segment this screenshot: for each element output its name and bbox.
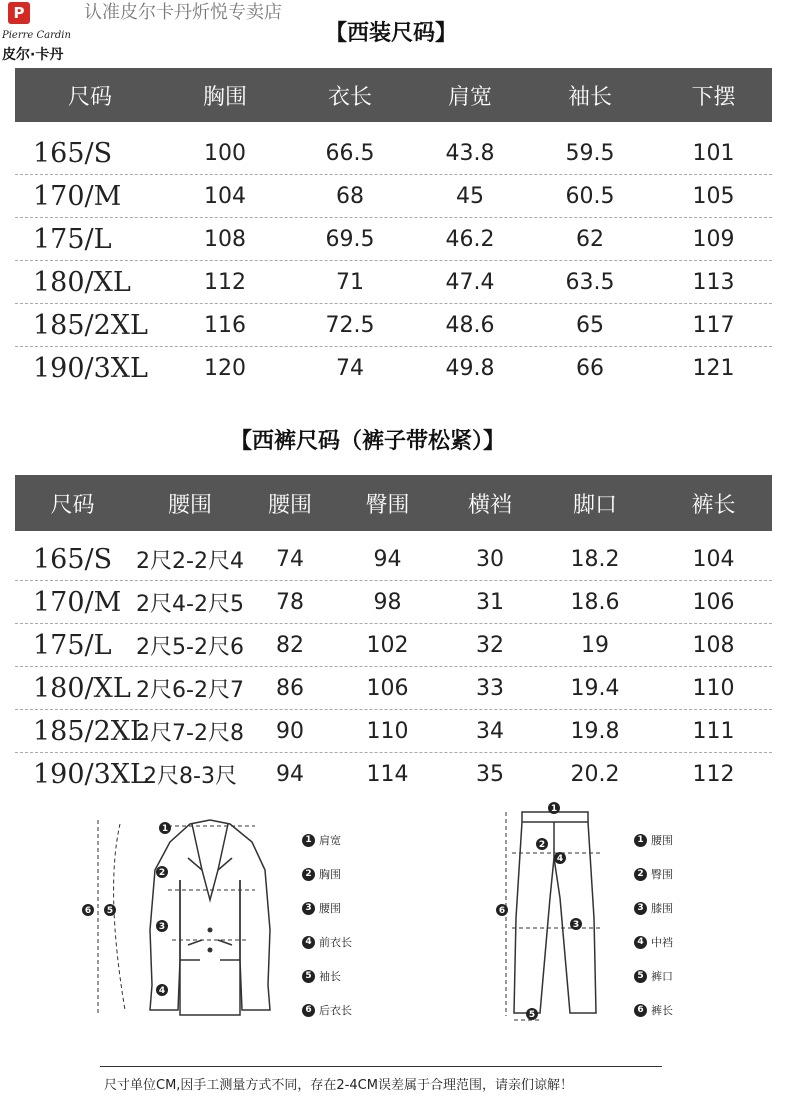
table-cell: 19.4 xyxy=(570,676,620,701)
table-cell: 110 xyxy=(692,676,735,701)
table-cell: 69.5 xyxy=(325,227,375,252)
size-cell: 170/M xyxy=(33,587,122,618)
table-cell: 33 xyxy=(476,676,504,701)
table-cell: 19 xyxy=(581,633,609,658)
table-cell: 20.2 xyxy=(570,762,620,787)
table-cell: 2尺6-2尺7 xyxy=(136,678,244,703)
table-cell: 47.4 xyxy=(445,270,495,295)
table-cell: 31 xyxy=(476,590,504,615)
legend-item xyxy=(302,1002,352,1018)
jacket-measure-diagram xyxy=(80,810,300,1030)
svg-text:3: 3 xyxy=(572,920,580,930)
table-cell: 94 xyxy=(373,547,402,572)
legend-label: 腰围 xyxy=(319,902,341,915)
size-cell: 175/L xyxy=(33,224,112,255)
suit-header-cell: 衣长 xyxy=(327,84,372,110)
legend-item xyxy=(634,1002,673,1018)
table-cell: 71 xyxy=(336,270,364,295)
svg-text:2: 2 xyxy=(158,868,166,878)
suit-header-cell: 袖长 xyxy=(567,84,612,110)
table-cell: 66 xyxy=(576,356,604,381)
logo-script-text: Pierre Cardin xyxy=(2,30,71,41)
table-cell: 117 xyxy=(692,313,735,338)
legend-item xyxy=(302,900,341,916)
table-cell: 63.5 xyxy=(565,270,615,295)
pants-header-cell: 腰围 xyxy=(267,492,312,518)
table-cell: 2尺4-2尺5 xyxy=(136,592,244,617)
legend-number: 5 xyxy=(634,970,647,983)
table-cell: 106 xyxy=(366,676,409,701)
table-cell: 101 xyxy=(692,141,735,166)
pants-header-cell: 横裆 xyxy=(467,492,512,518)
brand-logo xyxy=(0,0,78,64)
table-cell: 2尺8-3尺 xyxy=(143,764,237,789)
legend-number: 2 xyxy=(302,868,315,881)
table-cell: 46.2 xyxy=(445,227,495,252)
table-row xyxy=(15,667,772,710)
legend-item xyxy=(302,934,352,950)
suit-header-cell: 胸围 xyxy=(202,84,247,110)
pants-header-cell: 尺码 xyxy=(50,492,95,518)
table-cell: 106 xyxy=(692,590,735,615)
legend-label: 袖长 xyxy=(319,970,341,983)
legend-number: 2 xyxy=(634,868,647,881)
legend-item xyxy=(302,832,341,848)
table-cell: 66.5 xyxy=(325,141,375,166)
legend-label: 裤长 xyxy=(651,1004,673,1017)
table-row xyxy=(15,538,772,581)
suit-size-title: 【西装尺码】 xyxy=(325,21,458,46)
size-cell: 165/S xyxy=(33,544,113,575)
table-cell: 116 xyxy=(204,313,246,338)
legend-label: 胸围 xyxy=(319,868,341,881)
pants-header-cell: 脚口 xyxy=(572,492,617,518)
table-cell: 113 xyxy=(692,270,735,295)
svg-text:5: 5 xyxy=(106,906,114,916)
svg-text:2: 2 xyxy=(538,840,546,850)
table-cell: 45 xyxy=(456,184,484,209)
table-cell: 86 xyxy=(276,676,304,701)
table-cell: 105 xyxy=(692,184,735,209)
svg-text:6: 6 xyxy=(498,906,506,916)
table-row xyxy=(15,624,772,667)
legend-number: 4 xyxy=(634,936,647,949)
pants-header-cell: 裤长 xyxy=(691,492,736,518)
table-cell: 19.8 xyxy=(570,719,620,744)
legend-number: 5 xyxy=(302,970,315,983)
pants-header-cell: 臀围 xyxy=(365,492,410,518)
table-cell: 110 xyxy=(366,719,409,744)
table-row xyxy=(15,710,772,753)
table-cell: 82 xyxy=(276,633,304,658)
table-row xyxy=(15,261,772,304)
legend-item xyxy=(634,900,673,916)
size-cell: 170/M xyxy=(33,181,122,212)
svg-text:3: 3 xyxy=(158,922,166,932)
pants-size-title: 【西裤尺码（裤子带松紧）】 xyxy=(230,429,506,454)
legend-item xyxy=(634,968,673,984)
size-cell: 185/2XL xyxy=(33,310,148,341)
table-cell: 2尺2-2尺4 xyxy=(136,549,244,574)
table-cell: 108 xyxy=(692,633,735,658)
svg-text:6: 6 xyxy=(84,906,92,916)
legend-number: 1 xyxy=(302,834,315,847)
table-cell: 62 xyxy=(576,227,604,252)
pants-measure-diagram xyxy=(492,798,622,1030)
table-cell: 68 xyxy=(336,184,364,209)
legend-label: 臀围 xyxy=(651,868,673,881)
table-row xyxy=(15,581,772,624)
size-cell: 185/2XL xyxy=(33,716,148,747)
table-cell: 30 xyxy=(476,547,504,572)
table-cell: 59.5 xyxy=(565,141,615,166)
svg-text:5: 5 xyxy=(528,1010,536,1020)
footnote-divider xyxy=(100,1066,662,1067)
table-cell: 34 xyxy=(476,719,504,744)
svg-text:4: 4 xyxy=(556,854,564,864)
svg-text:4: 4 xyxy=(158,986,166,996)
table-cell: 104 xyxy=(692,547,735,572)
svg-text:1: 1 xyxy=(550,804,558,814)
size-cell: 180/XL xyxy=(33,673,131,704)
table-cell: 94 xyxy=(276,762,304,787)
legend-label: 中裆 xyxy=(651,936,673,949)
pants-table-header xyxy=(15,475,772,531)
legend-item xyxy=(302,968,341,984)
table-cell: 74 xyxy=(276,547,304,572)
footnote: 尺寸单位CM,因手工测量方式不同，存在2-4CM误差属于合理范围，请亲们谅解！ xyxy=(104,1078,573,1093)
size-cell: 175/L xyxy=(33,630,112,661)
table-cell: 32 xyxy=(476,633,504,658)
store-watermark: 认准皮尔卡丹炘悦专卖店 xyxy=(84,2,282,23)
table-cell: 72.5 xyxy=(325,313,375,338)
legend-number: 4 xyxy=(302,936,315,949)
svg-text:1: 1 xyxy=(161,824,169,834)
legend-number: 1 xyxy=(634,834,647,847)
table-cell: 112 xyxy=(204,270,246,295)
legend-item xyxy=(634,934,673,950)
legend-number: 3 xyxy=(302,902,315,915)
table-cell: 2尺5-2尺6 xyxy=(136,635,244,660)
size-cell: 190/3XL xyxy=(33,353,148,384)
table-cell: 100 xyxy=(204,141,246,166)
table-cell: 35 xyxy=(476,762,504,787)
suit-header-cell: 下摆 xyxy=(691,84,736,110)
size-cell: 190/3XL xyxy=(33,759,148,790)
table-cell: 18.2 xyxy=(570,547,620,572)
legend-label: 腰围 xyxy=(651,834,673,847)
legend-item xyxy=(302,866,341,882)
table-cell: 48.6 xyxy=(445,313,495,338)
table-cell: 78 xyxy=(276,590,304,615)
legend-number: 3 xyxy=(634,902,647,915)
legend-label: 后衣长 xyxy=(319,1004,352,1017)
table-row xyxy=(15,304,772,347)
table-cell: 2尺7-2尺8 xyxy=(136,721,244,746)
size-cell: 180/XL xyxy=(33,267,131,298)
pants-header-cell: 腰围 xyxy=(167,492,212,518)
table-cell: 114 xyxy=(366,762,409,787)
table-cell: 112 xyxy=(692,762,735,787)
table-cell: 98 xyxy=(373,590,402,615)
table-cell: 90 xyxy=(276,719,304,744)
suit-header-cell: 肩宽 xyxy=(447,84,492,110)
table-row xyxy=(15,218,772,261)
size-cell: 165/S xyxy=(33,138,113,169)
table-cell: 49.8 xyxy=(445,356,495,381)
table-cell: 43.8 xyxy=(445,141,495,166)
table-cell: 111 xyxy=(692,719,735,744)
legend-label: 肩宽 xyxy=(319,834,341,847)
legend-number: 6 xyxy=(634,1004,647,1017)
table-cell: 65 xyxy=(576,313,604,338)
table-row xyxy=(15,175,772,218)
suit-header-cell: 尺码 xyxy=(67,84,112,110)
table-cell: 104 xyxy=(204,184,246,209)
legend-item xyxy=(634,866,673,882)
logo-cn-text: 皮尔·卡丹 xyxy=(2,47,64,63)
table-cell: 74 xyxy=(336,356,364,381)
table-cell: 121 xyxy=(692,356,735,381)
table-cell: 120 xyxy=(204,356,246,381)
legend-label: 前衣长 xyxy=(319,936,352,949)
legend-label: 裤口 xyxy=(651,970,673,983)
table-cell: 109 xyxy=(692,227,735,252)
legend-label: 膝围 xyxy=(651,902,673,915)
table-cell: 102 xyxy=(366,633,409,658)
legend-number: 6 xyxy=(302,1004,315,1017)
table-cell: 18.6 xyxy=(570,590,620,615)
table-row xyxy=(15,132,772,175)
logo-badge: P xyxy=(8,2,30,24)
table-cell: 60.5 xyxy=(565,184,615,209)
legend-item xyxy=(634,832,673,848)
table-row xyxy=(15,753,772,796)
suit-table-header xyxy=(15,68,772,122)
table-cell: 108 xyxy=(204,227,246,252)
table-row xyxy=(15,347,772,390)
